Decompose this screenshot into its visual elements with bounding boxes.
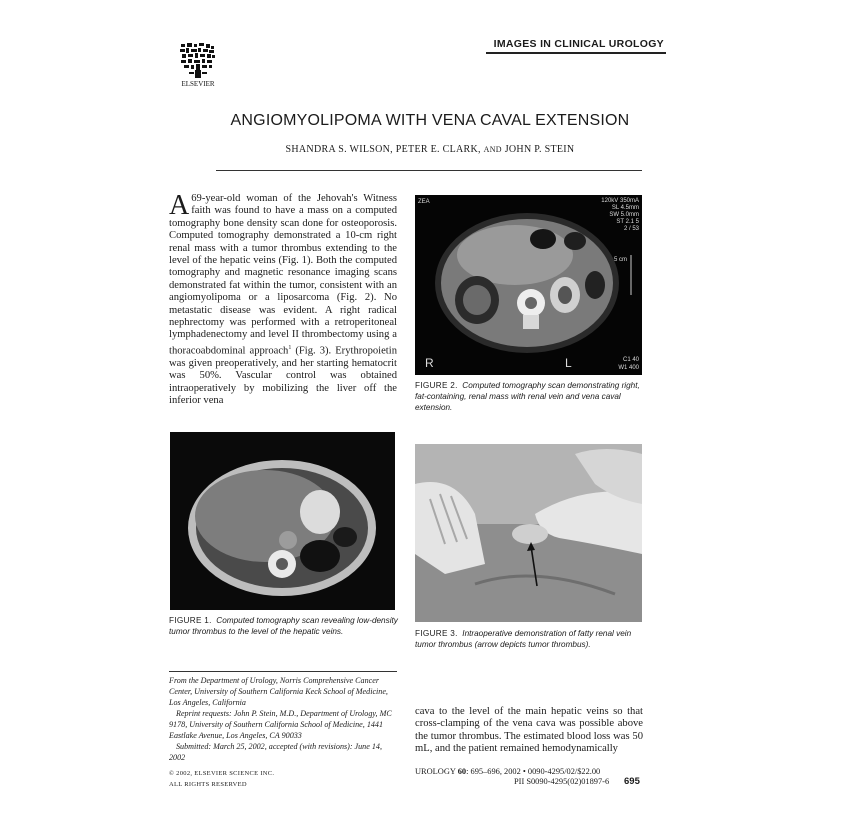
footnote-affiliation: From the Department of Urology, Norris Comprehensive Cancer Center, University of Southern California Keck School of Medicine, Los Angeles, California (169, 676, 388, 707)
title-rule (216, 170, 642, 171)
footnote-reprints: Reprint requests: John P. Stein, M.D., Department of Urology, MC 9178, University of Southern California School of Medicine, 1441 Eastlake Avenue, Los Angeles, CA 90033 (169, 709, 392, 740)
copyright-line-2: ALL RIGHTS RESERVED (169, 781, 247, 788)
footnotes (169, 675, 397, 763)
header-rule (486, 52, 666, 54)
body-left-column (169, 190, 397, 407)
figure-1-caption (169, 615, 401, 637)
scan-overlay-line: W1 400 (618, 365, 639, 371)
body-text-tail: (Fig. 3). Erythropoietin was given preoperatively, and her starting hematocrit was 50%. Vascular control was obtained intraoperatively by mobilizing the liver off the inferior vena (169, 345, 397, 407)
intraoperative-photo-image (415, 444, 642, 622)
figure-3-label: FIGURE 3. (415, 629, 458, 638)
elsevier-logo (178, 42, 218, 88)
scan-label-left: L (565, 356, 572, 370)
authors-and: AND (483, 145, 502, 154)
journal-citation (415, 767, 600, 776)
article-title: ANGIOMYOLIPOMA WITH VENA CAVAL EXTENSION (230, 112, 630, 129)
footnote-submitted: Submitted: March 25, 2002, accepted (with revisions): June 14, 2002 (169, 742, 382, 762)
scan-overlay-line: ST 2.1 5 (616, 219, 639, 225)
author-line (0, 144, 860, 155)
copyright-line-1: © 2002, ELSEVIER SCIENCE INC. (169, 770, 275, 777)
journal-volume: 60 (457, 767, 467, 776)
ct-scan-image-1 (170, 432, 395, 610)
section-label: IMAGES IN CLINICAL UROLOGY (493, 38, 664, 50)
figure-1-caption-text: Computed tomography scan revealing low-density tumor thrombus to the level of the hepatic veins. (169, 616, 398, 636)
elsevier-logo-text: ELSEVIER (181, 80, 215, 88)
scan-overlay-line: 120kV 350mA (601, 198, 639, 204)
scan-overlay-line: SW 5.0mm (609, 212, 639, 218)
journal-name: UROLOGY (415, 767, 456, 776)
figure-3-caption-text: Intraoperative demonstration of fatty renal vein tumor thrombus (arrow depicts tumor thrombus). (415, 629, 632, 649)
page-number: 695 (624, 776, 640, 787)
scan-overlay-line: SL 4.5mm (611, 205, 639, 211)
authors-part1: SHANDRA S. WILSON, PETER E. CLARK, (285, 144, 481, 155)
scan-overlay-line: 2 / 53 (623, 226, 639, 232)
footnote-rule (169, 671, 397, 672)
ct-scan-image-2 (415, 195, 642, 375)
figure-3-intraoperative-photo (415, 444, 642, 622)
figure-1-ct-scan (170, 432, 395, 610)
figure-1-label: FIGURE 1. (169, 616, 212, 625)
journal-pages-issn: : 695–696, 2002 • 0090-4295/02/$22.00 (466, 767, 601, 776)
scan-overlay-top-left: ZEA (418, 199, 430, 205)
body-text-main: 69-year-old woman of the Jehovah's Witness faith was found to have a mass on a computed tomography bone density scan done for osteoporosis. Computed tomography demonstrated a 10-cm right renal mass with a tumor thrombus extending to the level of the hepatic veins (Fig. 1). Both the computed tomography and magnetic resonance imaging scans demonstrated fat within the tumor, consistent with an angiomyolipoma or a liposarcoma (Fig. 2). No metastatic disease was evident. A right radical nephrectomy was performed with a retroperitoneal lymphadenectomy and level II thrombectomy using a thoracoabdominal approach (169, 193, 397, 357)
scan-label-right: R (425, 356, 434, 370)
scan-scale-label: 5 cm (613, 257, 627, 263)
reference-superscript: 1 (288, 344, 292, 351)
figure-2-caption-text: Computed tomography scan demonstrating right, fat-containing, renal mass with renal vein and vena caval extension. (415, 381, 640, 412)
figure-2-caption (415, 380, 645, 413)
authors-part2: JOHN P. STEIN (504, 144, 575, 155)
body-right-column: cava to the level of the main hepatic veins so that cross-clamping of the vena cava was possible above the tumor thrombus. The estimated blood loss was 50 mL, and the patient remained hemodynamically (415, 706, 643, 755)
figure-2-ct-scan (415, 195, 642, 375)
copyright (169, 768, 274, 790)
elsevier-tree-icon (178, 42, 218, 88)
figure-3-caption (415, 628, 645, 650)
pii-line: PII S0090-4295(02)01897-6 (514, 777, 610, 786)
drop-cap: A (169, 190, 190, 221)
figure-2-label: FIGURE 2. (415, 381, 458, 390)
scan-overlay-line: C1 40 (622, 357, 639, 363)
